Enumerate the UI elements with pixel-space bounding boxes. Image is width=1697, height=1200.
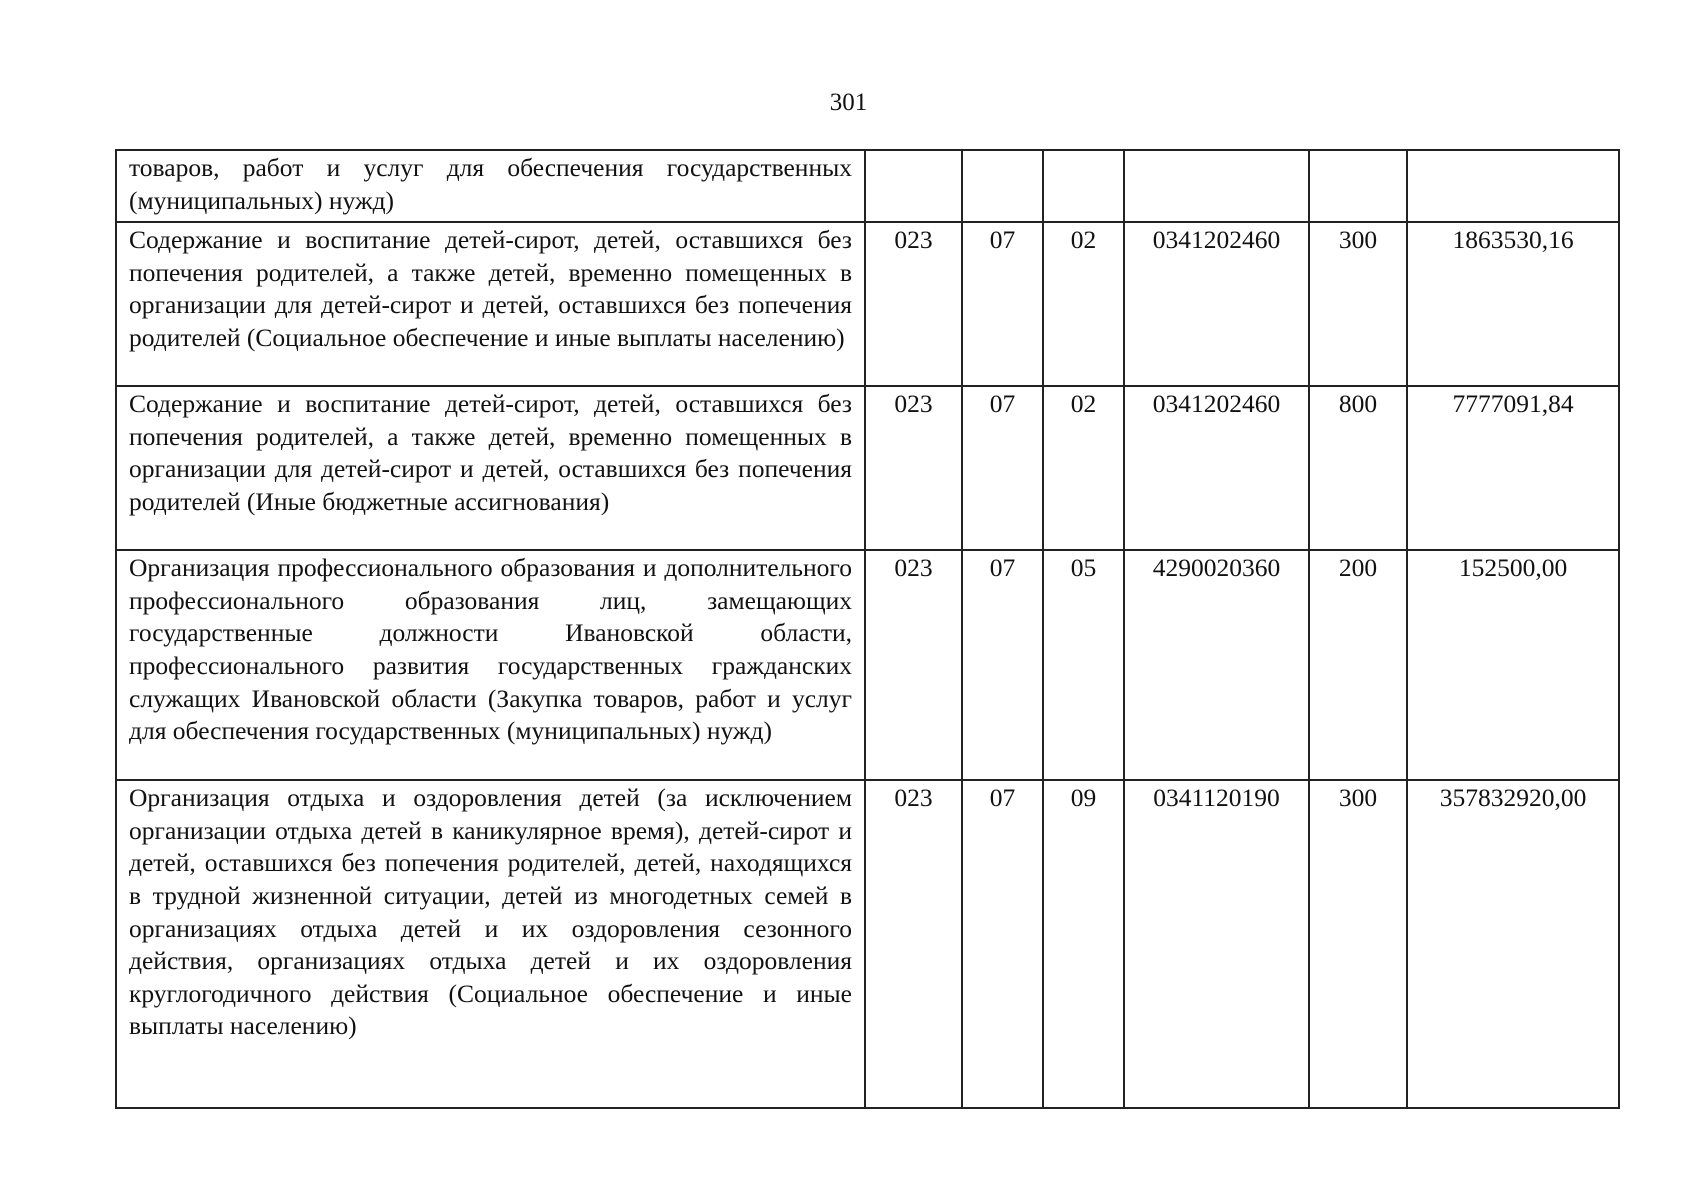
subsection-code: 02	[1043, 386, 1124, 550]
budget-table	[115, 149, 1620, 1109]
section-code: 07	[962, 550, 1043, 780]
section-code: 07	[962, 780, 1043, 1108]
expense-type-code: 200	[1309, 550, 1407, 780]
amount-cell: 357832920,00	[1407, 780, 1619, 1108]
table-row	[116, 150, 1619, 222]
amount-cell	[1407, 150, 1619, 222]
subsection-code: 09	[1043, 780, 1124, 1108]
subsection-code	[1043, 150, 1124, 222]
expense-description: Содержание и воспитание детей-сирот, детей, оставшихся без попечения родителей, а также детей, временно помещенных в организации для детей-сирот и детей, оставшихся без попечения родителей (Иные бюджетные ассигнования)	[116, 386, 865, 550]
ministry-code: 023	[865, 780, 962, 1108]
expense-description: Содержание и воспитание детей-сирот, детей, оставшихся без попечения родителей, а также детей, временно помещенных в организации для детей-сирот и детей, оставшихся без попечения родителей (Социальное обеспечение и иные выплаты населению)	[116, 222, 865, 386]
ministry-code: 023	[865, 222, 962, 386]
target-article-code: 0341202460	[1124, 386, 1309, 550]
target-article-code	[1124, 150, 1309, 222]
subsection-code: 05	[1043, 550, 1124, 780]
expense-description: Организация отдыха и оздоровления детей (за исключением организации отдыха детей в каникулярное время), детей-сирот и детей, оставшихся без попечения родителей, детей, находящихся в трудной жизненной ситуации, детей из многодетных семей в организациях отдыха детей и их оздоровления сезонного действия, организациях отдыха детей и их оздоровления круглогодичного действия (Социальное обеспечение и иные выплаты населению)	[116, 780, 865, 1108]
expense-type-code: 300	[1309, 222, 1407, 386]
expense-type-code: 800	[1309, 386, 1407, 550]
target-article-code: 0341202460	[1124, 222, 1309, 386]
section-code	[962, 150, 1043, 222]
target-article-code: 4290020360	[1124, 550, 1309, 780]
target-article-code: 0341120190	[1124, 780, 1309, 1108]
expense-description: товаров, работ и услуг для обеспечения государственных (муниципальных) нужд)	[116, 150, 865, 222]
section-code: 07	[962, 222, 1043, 386]
table-row	[116, 550, 1619, 780]
expense-description: Организация профессионального образования и дополнительного профессионального образования лиц, замещающих государственные должности Ивановской области, профессионального развития государственных гражданских служащих Ивановской области (Закупка товаров, работ и услуг для обеспечения государственных (муниципальных) нужд)	[116, 550, 865, 780]
ministry-code: 023	[865, 386, 962, 550]
section-code: 07	[962, 386, 1043, 550]
expense-type-code	[1309, 150, 1407, 222]
amount-cell: 1863530,16	[1407, 222, 1619, 386]
table-row	[116, 222, 1619, 386]
table-row	[116, 780, 1619, 1108]
ministry-code: 023	[865, 550, 962, 780]
amount-cell: 152500,00	[1407, 550, 1619, 780]
ministry-code	[865, 150, 962, 222]
subsection-code: 02	[1043, 222, 1124, 386]
expense-type-code: 300	[1309, 780, 1407, 1108]
page-number: 301	[829, 89, 868, 116]
table-row	[116, 386, 1619, 550]
amount-cell: 7777091,84	[1407, 386, 1619, 550]
